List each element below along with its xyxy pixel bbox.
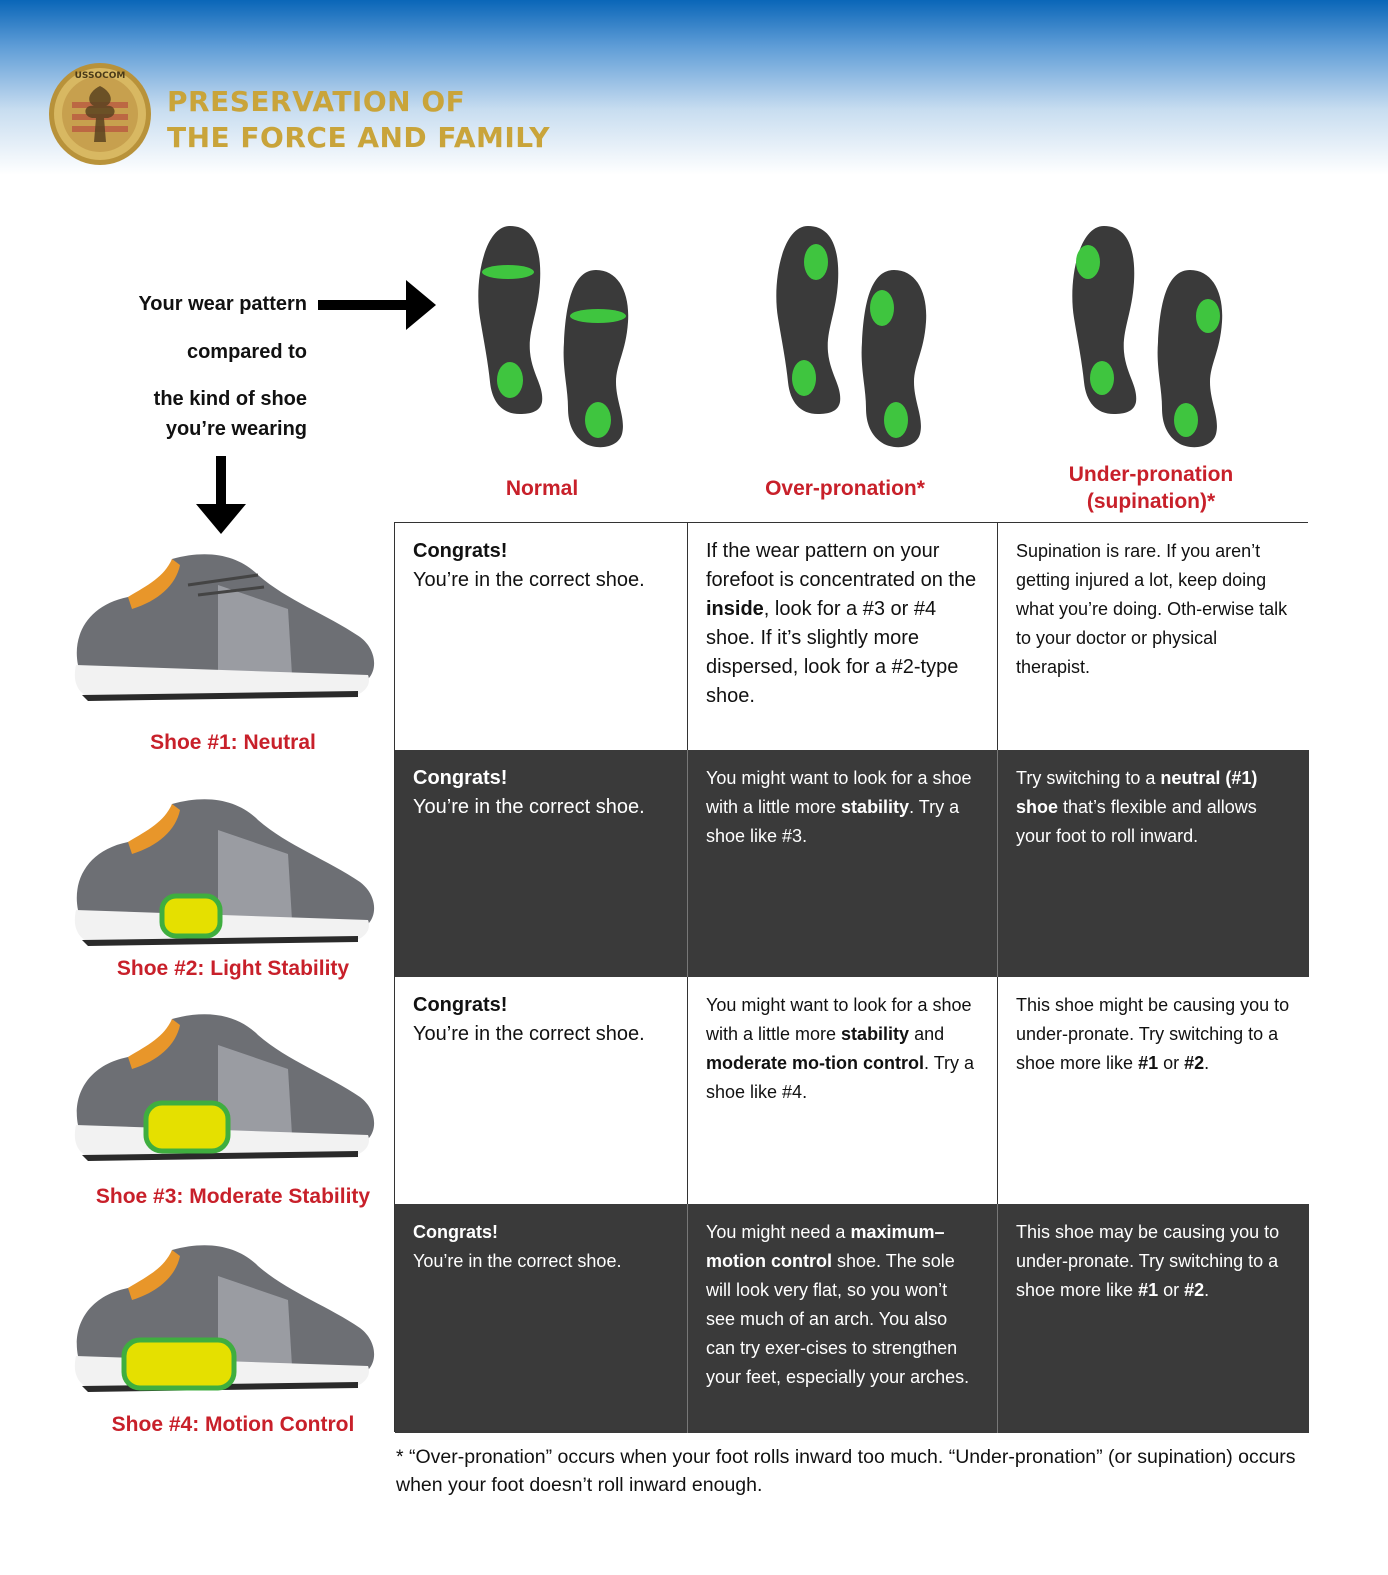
column-label-over-pronation: Over-pronation* bbox=[765, 477, 925, 500]
svg-text:USSOCOM: USSOCOM bbox=[74, 71, 126, 81]
cell-text: You might want to look for a shoe with a little more bbox=[706, 995, 972, 1044]
cell-bold-text: #1 bbox=[1138, 1280, 1159, 1300]
wear-spot bbox=[1090, 361, 1114, 395]
normal-wear-pattern-footprints bbox=[470, 222, 640, 452]
wear-spot bbox=[570, 309, 626, 323]
row-2-under-pronation-cell bbox=[998, 750, 1309, 977]
cell-bold-text: stability bbox=[841, 1024, 910, 1044]
wear-spot bbox=[1174, 403, 1198, 437]
row-4-over-pronation-cell bbox=[688, 1204, 998, 1433]
cell-bold-text: inside bbox=[706, 598, 764, 620]
wear-spot bbox=[804, 244, 828, 280]
congrats-heading: Congrats! bbox=[413, 994, 508, 1016]
cell-text: or bbox=[1158, 1280, 1185, 1300]
wear-spot bbox=[792, 360, 816, 396]
wear-spot bbox=[884, 402, 908, 438]
intro-line-3: the kind of shoe bbox=[153, 388, 307, 410]
column-label-normal: Normal bbox=[505, 477, 579, 500]
under-pronation-wear-pattern-footprints bbox=[1064, 222, 1234, 452]
shoe-4-label: Shoe #4: Motion Control bbox=[111, 1413, 355, 1436]
shoe-3-label: Shoe #3: Moderate Stability bbox=[95, 1185, 371, 1208]
brand-line-2: THE FORCE AND FAMILY bbox=[167, 121, 551, 154]
row-4-under-pronation-cell bbox=[998, 1204, 1309, 1433]
under-pronation-line-2: (supination)* bbox=[1086, 490, 1216, 513]
cell-text: You might want to look for a shoe with a little more bbox=[706, 768, 972, 817]
brand-line-1: PRESERVATION OF bbox=[167, 85, 466, 118]
cell-text: This shoe might be causing you to under-pronate. Try switching to a shoe more like bbox=[1016, 995, 1290, 1073]
under-pronation-line-1: Under-pronation bbox=[1068, 463, 1234, 486]
cell-text: This shoe may be causing you to under-pronate. Try switching to a shoe more like bbox=[1016, 1222, 1280, 1300]
intro-line-1: Your wear pattern bbox=[138, 293, 307, 315]
ussocom-seal-logo bbox=[48, 62, 152, 166]
row-1-normal-cell bbox=[395, 523, 688, 750]
cell-text: . bbox=[1204, 1053, 1210, 1073]
cell-text: . Try a shoe like #4. bbox=[706, 1053, 975, 1102]
wear-spot bbox=[482, 265, 534, 279]
over-pronation-wear-pattern-footprints bbox=[768, 222, 938, 452]
cell-text: that’s flexible and allows your foot to roll inward. bbox=[1016, 797, 1257, 846]
cell-bold-text: #2 bbox=[1184, 1053, 1205, 1073]
wear-spot bbox=[870, 290, 894, 326]
wear-spot bbox=[1196, 299, 1220, 333]
cell-bold-text: stability bbox=[841, 797, 910, 817]
congrats-heading: Congrats! bbox=[413, 540, 508, 562]
wear-spot bbox=[497, 362, 523, 398]
row-2-normal-cell bbox=[395, 750, 688, 977]
footnote: * “Over-pronation” occurs when your foot rolls inward too much. “Under-pronation” (or supination) occurs when your foot doesn’t roll inward enough. bbox=[396, 1446, 1296, 1496]
arrow-down-icon bbox=[194, 456, 248, 534]
congrats-text: You’re in the correct shoe. bbox=[413, 1251, 622, 1271]
cell-text: If the wear pattern on your forefoot is concentrated on the bbox=[706, 540, 977, 591]
row-3-over-pronation-cell bbox=[688, 977, 998, 1204]
intro-line-4: you’re wearing bbox=[165, 418, 307, 440]
cell-bold-text: #2 bbox=[1184, 1280, 1205, 1300]
intro-line-2: compared to bbox=[186, 341, 307, 363]
row-3-under-pronation-cell bbox=[998, 977, 1309, 1204]
cell-bold-text: neutral (#1) shoe bbox=[1016, 768, 1258, 817]
congrats-text: You’re in the correct shoe. bbox=[413, 569, 645, 591]
shoe-1-label: Shoe #1: Neutral bbox=[150, 731, 316, 754]
cell-text: Try switching to a bbox=[1016, 768, 1161, 788]
congrats-text: You’re in the correct shoe. bbox=[413, 1023, 645, 1045]
row-1-under-pronation-cell bbox=[998, 523, 1309, 750]
congrats-text: You’re in the correct shoe. bbox=[413, 796, 645, 818]
cell-bold-text: #1 bbox=[1138, 1053, 1159, 1073]
shoe-2-light-stability-image bbox=[68, 790, 380, 960]
shoe-4-motion-control-image bbox=[68, 1236, 380, 1406]
recommendation-table bbox=[394, 522, 1308, 1432]
column-label-under-pronation bbox=[1036, 461, 1266, 515]
cell-bold-text: moderate mo-tion control bbox=[706, 1053, 925, 1073]
congrats-heading: Congrats! bbox=[413, 1222, 498, 1242]
arrow-right-icon bbox=[318, 278, 436, 332]
wear-spot bbox=[1076, 245, 1100, 279]
row-1-over-pronation-cell bbox=[688, 523, 998, 750]
cell-text: or bbox=[1158, 1053, 1185, 1073]
cell-text: , look for a #3 or #4 shoe. If it’s slightly more dispersed, look for a #2-type shoe. bbox=[706, 598, 959, 707]
row-3-normal-cell bbox=[395, 977, 688, 1204]
congrats-heading: Congrats! bbox=[413, 767, 508, 789]
cell-text: Supination is rare. If you aren’t getting injured a lot, keep doing what you’re doing. Oth-erwise talk to your doctor or physical therapist. bbox=[1016, 541, 1288, 677]
shoe-3-moderate-stability-image bbox=[68, 1005, 380, 1175]
cell-text: . bbox=[1204, 1280, 1210, 1300]
row-4-normal-cell bbox=[395, 1204, 688, 1433]
cell-bold-text: maximum–motion control bbox=[706, 1222, 945, 1271]
cell-text: and bbox=[909, 1024, 945, 1044]
wear-spot bbox=[585, 402, 611, 438]
cell-text: shoe. The sole will look very flat, so you won’t see much of an arch. You also can try exer-cises to strengthen your feet, especially your arches. bbox=[706, 1251, 970, 1387]
brand-title bbox=[167, 84, 550, 156]
shoe-1-neutral-image bbox=[68, 545, 380, 715]
shoe-2-label: Shoe #2: Light Stability bbox=[116, 957, 350, 980]
cell-text: . Try a shoe like #3. bbox=[706, 797, 960, 846]
row-2-over-pronation-cell bbox=[688, 750, 998, 977]
cell-text: You might need a bbox=[706, 1222, 851, 1242]
